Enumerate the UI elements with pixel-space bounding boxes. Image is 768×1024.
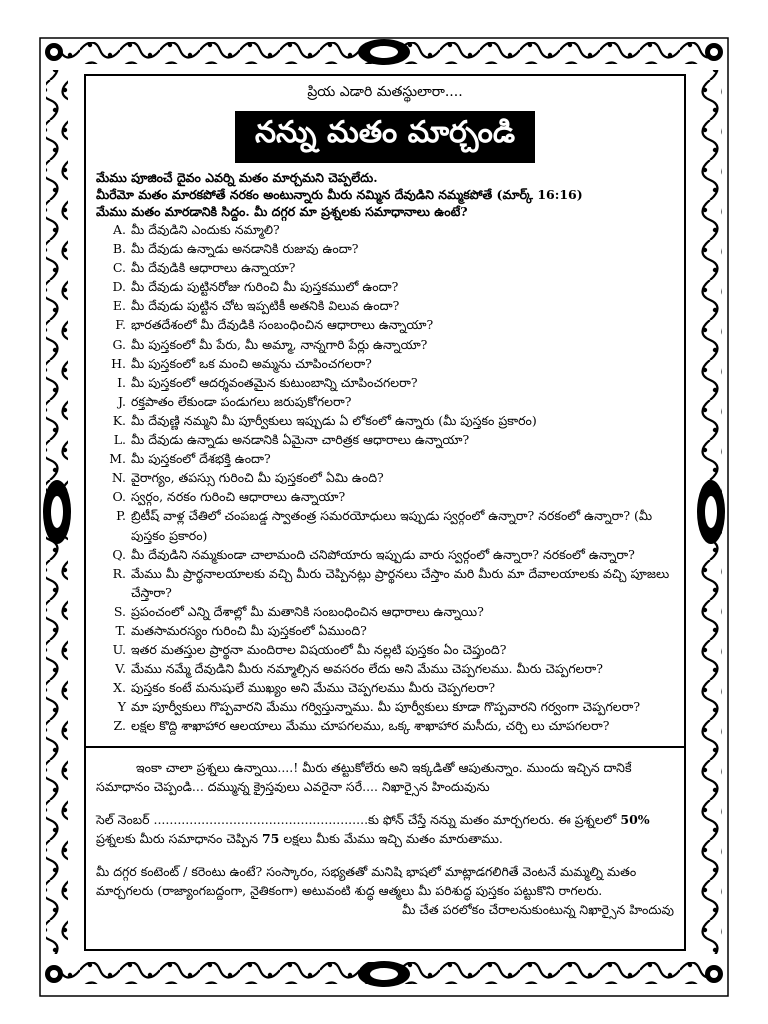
question-letter: D. (112, 279, 126, 295)
list-item (96, 602, 674, 621)
list-item (96, 315, 674, 334)
question-list (96, 220, 674, 736)
question-text: మీ పుస్తకంలో దేశభక్తి ఉందా? (131, 451, 271, 467)
question-letter: L. (113, 432, 126, 448)
list-item (96, 659, 674, 678)
list-item (96, 277, 674, 296)
list-item (96, 354, 674, 373)
greeting: ప్రియ ఎడారి మతస్థులారా.... (307, 84, 463, 100)
question-letter: E. (112, 298, 126, 314)
list-item (96, 621, 674, 640)
phone-offer-text: సెల్ నెంబర్ ......................................................కు ఫోన్ చేస్తే నన్ను మతం మార్చగలరు. ఈ ప్రశ్నలలో (96, 811, 621, 827)
question-letter: N. (111, 470, 126, 486)
question-text: బ్రిటీష్ వాళ్ల చేతిలో చంపబడ్డ స్వాతంత్ర సమరయోధులు ఇప్పుడు స్వర్గంలో ఉన్నారా? నరకంలో ఉన్నారా? (మీ పుస్తకం ప్రకారం) (131, 508, 653, 543)
question-letter: U. (112, 642, 126, 658)
list-item (96, 239, 674, 258)
question-text: మేము నమ్మే దేవుడిని మీరు నమ్మాల్సిన అవసరం లేదు అని మేము చెప్పగలము. మీరు చెప్పగలరా? (131, 661, 603, 677)
question-text: భారతదేశంలో మీ దేవుడికి సంబంధించిన ఆధారాలు ఉన్నాయా? (131, 317, 434, 333)
question-text: మీ పుస్తకంలో ఒక మంచి అమ్మను చూపించగలరా? (131, 355, 372, 371)
question-text: మీ దేవుడు పుట్టిన చోట ఇప్పటికీ అతనికి విలువ ఉందా? (131, 298, 400, 314)
content-panel (84, 74, 686, 951)
question-text: పుస్తకం కంటే మనుషులే ముఖ్యం అని మేము చెప్పగలము మీరు చెప్పగలరా? (131, 680, 496, 696)
closing-paragraph-1: ఇంకా చాలా ప్రశ్నలు ఉన్నాయి....! మీరు తట్టుకోలేరు అని ఇక్కడితో ఆపుతున్నాం. ముందు ఇచ్చిన దానికే సమాధానం చెప్పండి... దమ్మున్న క్రైస్తవులు ఎవరైనా సరే.... నిఖార్సైన హిందువును (96, 759, 632, 794)
question-text: మేము మీ ప్రార్థనాలయాలకు వచ్చి మీరు చెప్పినట్లు ప్రార్థనలు చేస్తాం మరి మీరు మా దేవాలయాలకు వచ్చి పూజలు చేస్తారా? (131, 565, 670, 600)
list-item (96, 506, 674, 544)
question-text: ఇతర మతస్తుల ప్రార్థనా మందిరాల విషయంలో మీ నల్లటి పుస్తకం ఏం చెప్తుంది? (131, 642, 507, 658)
question-letter: S. (113, 603, 126, 619)
list-item (96, 640, 674, 659)
question-letter: V. (115, 661, 126, 677)
question-text: మీ దేవుడిని ఎందుకు నమ్మాలి? (131, 222, 280, 237)
intro-text (96, 169, 674, 220)
question-text: మీ దేవుడిని నమ్మకుండా చాలామంది చనిపోయారు ఇప్పుడు వారు స్వర్గంలో ఉన్నారా? నరకంలో ఉన్నారా? (131, 546, 635, 562)
list-item (96, 296, 674, 315)
question-letter: I. (117, 374, 126, 390)
question-text: ప్రపంచంలో ఎన్ని దేశాల్లో మీ మతానికి సంబంధించిన ఆధారాలు ఉన్నాయి? (131, 603, 484, 619)
question-letter: X. (113, 680, 126, 696)
question-letter: K. (112, 412, 126, 428)
question-text: మీ పుస్తకంలో మీ పేరు, మీ అమ్మా, నాన్నగారి పేర్లు ఉన్నాయా? (131, 336, 428, 352)
signature: మీ చేత పరలోకం చేరాలనుకుంటున్న నిఖార్సైన హిందువు (402, 901, 674, 917)
question-letter: T. (115, 622, 126, 638)
question-letter: Q. (112, 546, 126, 562)
phone-offer-suffix: లక్షలు మీకు మేము ఇచ్చి మతం మారుతాము. (279, 830, 503, 846)
question-letter: R. (112, 565, 126, 581)
list-item (96, 449, 674, 468)
question-letter: P. (116, 508, 126, 524)
list-item (96, 430, 674, 449)
percent-value: 50% (620, 811, 650, 827)
question-text: మీ దేవుడు ఉన్నాడు అనడానికి రుజువు ఉందా? (131, 241, 359, 257)
question-text: మా పూర్వీకులు గొప్పవారని మేము గర్విస్తున్నాము. మీ పూర్వీకులు కూడా గొప్పవారని గర్వంగా చెప్పగలరా? (131, 699, 641, 715)
page-title: నన్ను మతం మార్చండి (235, 111, 535, 163)
question-letter: B. (112, 241, 126, 257)
question-text: మతసామరస్యం గురించి మీ పుస్తకంలో ఏముంది? (131, 622, 367, 638)
closing-paragraph-2 (96, 810, 674, 848)
closing-paragraph-3: మీ దగ్గర కంటెంట్ / కరెంటు ఉంటే? సంస్కారం, సభ్యతతో మనిషి భాషలో మాట్లాడగలిగితే వెంటనే మమ్మల్ని మతం మార్చగలరు (రాజ్యాంగబద్దంగా, నైతికంగా) అటువంటి శుద్ధ ఆత్మలు మీ పరిశుద్ధ పుస్తకం పట్టుకొని రాగలరు. (96, 863, 637, 898)
question-letter: A. (112, 222, 126, 237)
list-item (96, 220, 674, 239)
question-text: మీ దేవుణ్ణి నమ్మని మీ పూర్వీకులు ఇప్పుడు ఏ లోకంలో ఉన్నారు (మీ పుస్తకం ప్రకారం) (131, 412, 537, 428)
question-text: రక్తపాతం లేకుండా పండుగలు జరుపుకోగలరా? (131, 393, 352, 409)
list-item (96, 564, 674, 602)
list-item (96, 545, 674, 564)
question-text: మీ పుస్తకంలో ఆదర్శవంతమైన కుటుంబాన్ని చూపించగలరా? (131, 374, 418, 390)
list-item (96, 411, 674, 430)
intro-line: మీరేమో మతం మారకపోతే నరకం అంటున్నారు మీరు నమ్మిన దేవుడిని నమ్మకపోతే (మార్క్ 16:16) (96, 187, 583, 202)
question-text: లక్షల కొద్ది శాఖాహార ఆలయాలు మేము చూపగలము, ఒక్క శాఖాహార మసీదు, చర్చి లు చూపగలరా? (131, 718, 610, 734)
lakhs-value: 75 (261, 830, 280, 846)
list-item (96, 468, 674, 487)
list-item (96, 335, 674, 354)
question-letter: M. (109, 451, 126, 467)
question-letter: F. (115, 317, 126, 333)
list-item (96, 392, 674, 411)
question-text: స్వర్గం, నరకం గురించి ఆధారాలు ఉన్నాయా? (131, 489, 346, 505)
list-item (96, 697, 674, 716)
list-item (96, 487, 674, 506)
question-letter: Z. (113, 718, 126, 734)
list-item (96, 373, 674, 392)
question-letter: J. (117, 393, 126, 409)
list-item (96, 716, 674, 735)
question-letter: H. (111, 355, 126, 371)
question-letter: G. (112, 336, 126, 352)
phone-offer-mid: ప్రశ్నలకు మీరు సమాధానం చెప్పిన (96, 830, 262, 846)
intro-line: మేము పూజించే దైవం ఎవర్ని మతం మార్చమని చెప్పలేదు. (96, 170, 378, 185)
closing-section (96, 758, 674, 919)
question-letter: Y (117, 699, 126, 715)
question-letter: C. (112, 260, 126, 276)
question-text: మీ దేవుడికి ఆధారాలు ఉన్నాయా? (131, 260, 296, 276)
question-text: మీ దేవుడు ఉన్నాడు అనడానికి ఏమైనా చారిత్రక ఆధారాలు ఉన్నాయా? (131, 432, 470, 448)
list-item (96, 258, 674, 277)
list-item (96, 678, 674, 697)
question-letter: O. (112, 489, 126, 505)
question-text: మీ దేవుడు పుట్టినరోజు గురించి మీ పుస్తకములో ఉందా? (131, 279, 399, 295)
question-text: వైరాగ్యం, తపస్సు గురించి మీ పుస్తకంలో ఏమి ఉంది? (131, 470, 384, 486)
intro-line: మేము మతం మారడానికి సిద్దం. మీ దగ్గర మా ప్రశ్నలకు సమాధానాలు ఉంటే? (96, 204, 468, 219)
section-divider (86, 746, 684, 748)
